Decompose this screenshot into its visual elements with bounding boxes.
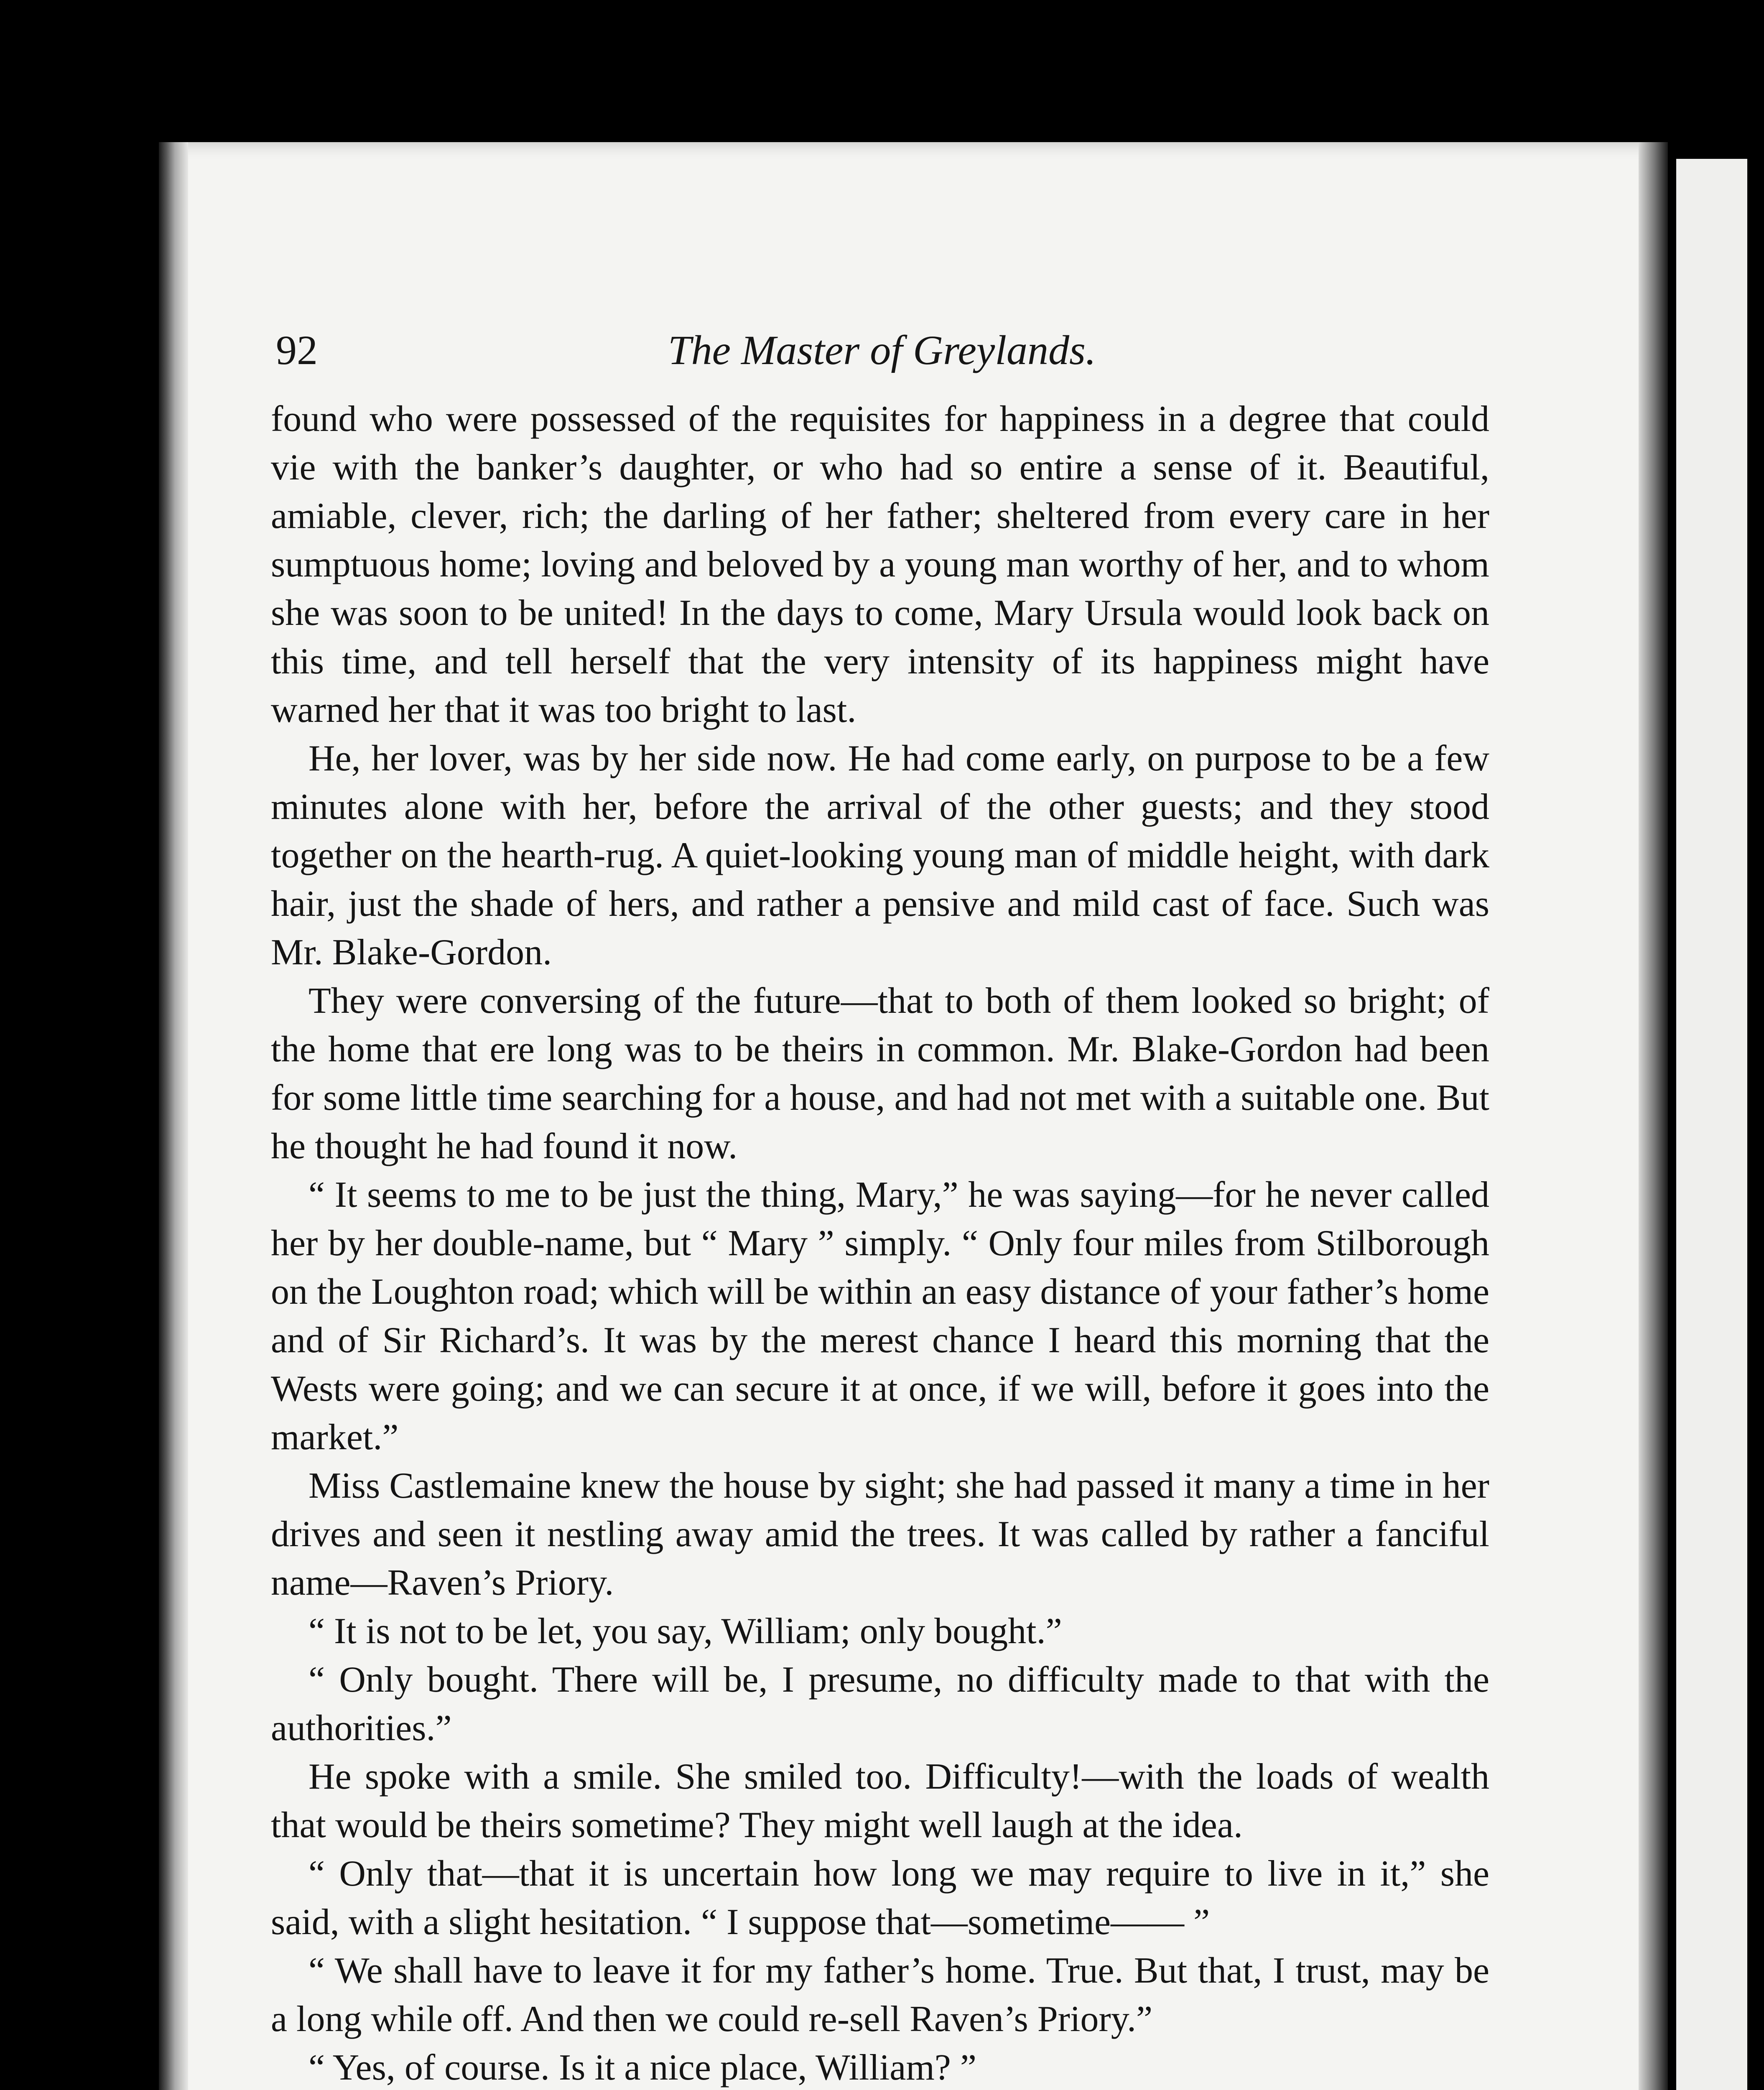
paragraph-8: He spoke with a smile. She smiled too. Difficulty!—with the loads of wealth that would be theirs sometime? They might well laugh at the idea. <box>271 1756 1489 1845</box>
paragraph-10: “ We shall have to leave it for my father’s home. True. But that, I trust, may be a long while off. And then we could re-sell Raven’s Priory.” <box>271 1950 1489 2039</box>
page-edge-shadow <box>1639 142 1668 2090</box>
paragraph-2: He, her lover, was by her side now. He had come early, on purpose to be a few minutes alone with her, before the arrival of the other guests; and they stood together on the hearth-rug. A quiet-looking young man of middle height, with dark hair, just the shade of hers, and rather a pensive and mild cast of face. Such was Mr. Blake-Gordon. <box>271 738 1489 973</box>
running-header <box>276 326 1488 385</box>
body-text <box>271 395 1489 2090</box>
page-binding-edge <box>159 142 188 2090</box>
next-page-edge <box>1676 159 1747 2090</box>
paragraph-4: “ It seems to me to be just the thing, Mary,” he was saying—for he never called her by her double-name, but “ Mary ” simply. “ Only four miles from Stilborough on the Loughton road; which will be within an easy distance of your father’s home and of Sir Richard’s. It was by the merest chance I heard this morning that the Wests were going; and we can secure it at once, if we will, before it goes into the market.” <box>271 1175 1489 1458</box>
paragraph-1: found who were possessed of the requisites for happiness in a degree that could vie with the banker’s daughter, or who had so entire a sense of it. Beautiful, amiable, clever, rich; the darling of her father; sheltered from every care in her sumptuous home; loving and beloved by a young man worthy of her, and to whom she was soon to be united! In the days to come, Mary Ursula would look back on this time, and tell herself that the very intensity of its happiness might have warned her that it was too bright to last. <box>271 399 1489 730</box>
paragraph-5: Miss Castlemaine knew the house by sight; she had passed it many a time in her drives and seen it nestling away amid the trees. It was called by rather a fanciful name—Raven’s Priory. <box>271 1466 1489 1603</box>
paragraph-3: They were conversing of the future—that to both of them looked so bright; of the home that ere long was to be theirs in common. Mr. Blake-Gordon had been for some little time searching for a house, and had not met with a suitable one. But he thought he had found it now. <box>271 981 1489 1167</box>
paragraph-9: “ Only that—that it is uncertain how long we may require to live in it,” she said, with a slight hesitation. “ I suppose that—sometime—— ” <box>271 1853 1489 1942</box>
paragraph-7: “ Only bought. There will be, I presume, no difficulty made to that with the authorities.” <box>271 1659 1489 1748</box>
running-title: The Master of Greylands. <box>668 327 1096 373</box>
paragraph-6: “ It is not to be let, you say, William; only bought.” <box>308 1611 1062 1652</box>
paragraph-11: “ Yes, of course. Is it a nice place, William? ” <box>308 2047 976 2088</box>
page-number: 92 <box>276 327 318 373</box>
